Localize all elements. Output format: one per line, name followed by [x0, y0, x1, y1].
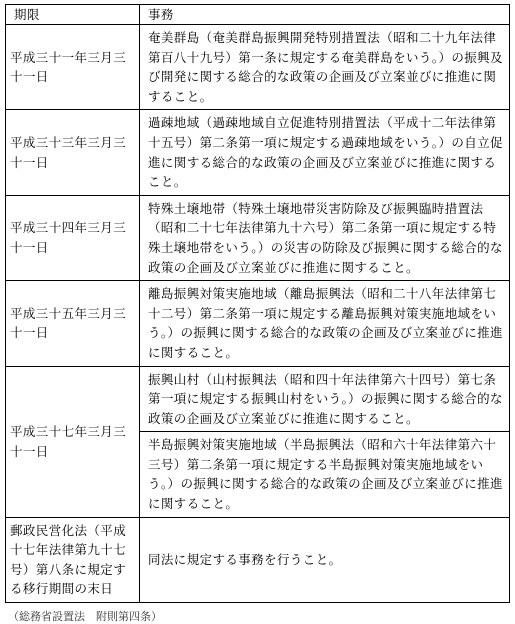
table-row [6, 517, 510, 602]
affairs-cell: 振興山村（山村振興法（昭和四十年法律第六十四号）第七条第一項に規定する振興山村をいう。）の振興に関する総合的な政策の企画及び立案並びに推進に関すること。 [140, 366, 510, 432]
affairs-cell: 特殊土壌地帯（特殊土壌地帯災害防除及び振興臨時措置法（昭和二十七年法律第九十六号）第二条第一項に規定する特殊土壌地帯をいう。）の災害の防除及び振興に関する総合的な政策の企画及び立案並びに推進に関すること。 [140, 195, 510, 280]
table-header-row [6, 5, 510, 25]
footer-cut-text: （総務省設置法 附則第四条） [8, 610, 162, 623]
header-period: 期限 [6, 5, 140, 25]
affairs-schedule-table [5, 4, 510, 603]
table-row [6, 25, 510, 110]
period-cell: 平成三十五年三月三十一日 [6, 281, 140, 366]
affairs-cell: 過疎地域（過疎地域自立促進特別措置法（平成十二年法律第十五号）第二条第一項に規定する過疎地域をいう。）の自立促進に関する総合的な政策の企画及び立案並びに推進に関すること。 [140, 110, 510, 195]
period-cell: 平成三十七年三月三十一日 [6, 366, 140, 517]
table-row [6, 110, 510, 195]
period-cell: 平成三十四年三月三十一日 [6, 195, 140, 280]
period-cell: 平成三十一年三月三十一日 [6, 25, 140, 110]
affairs-cell: 離島振興対策実施地域（離島振興法（昭和二十八年法律第七十二号）第二条第一項に規定する離島振興対策実施地域をいう。）の振興に関する総合的な政策の企画及び立案並びに推進に関すること。 [140, 281, 510, 366]
period-cell: 平成三十三年三月三十一日 [6, 110, 140, 195]
affairs-cell: 半島振興対策実施地域（半島振興法（昭和六十年法律第六十三号）第二条第一項に規定する半島振興対策実施地域をいう。）の振興に関する総合的な政策の企画及び立案並びに推進に関すること。 [140, 432, 510, 517]
table-row [6, 366, 510, 432]
table-row [6, 281, 510, 366]
affairs-cell: 奄美群島（奄美群島振興開発特別措置法（昭和二十九年法律第百八十九号）第一条に規定する奄美群島をいう。）の振興及び開発に関する総合的な政策の企画及び立案並びに推進に関すること。 [140, 25, 510, 110]
header-affairs: 事務 [140, 5, 510, 25]
table-row [6, 195, 510, 280]
affairs-cell: 同法に規定する事務を行うこと。 [140, 517, 510, 602]
period-cell: 郵政民営化法（平成十七年法律第九十七号）第八条に規定する移行期間の末日 [6, 517, 140, 602]
